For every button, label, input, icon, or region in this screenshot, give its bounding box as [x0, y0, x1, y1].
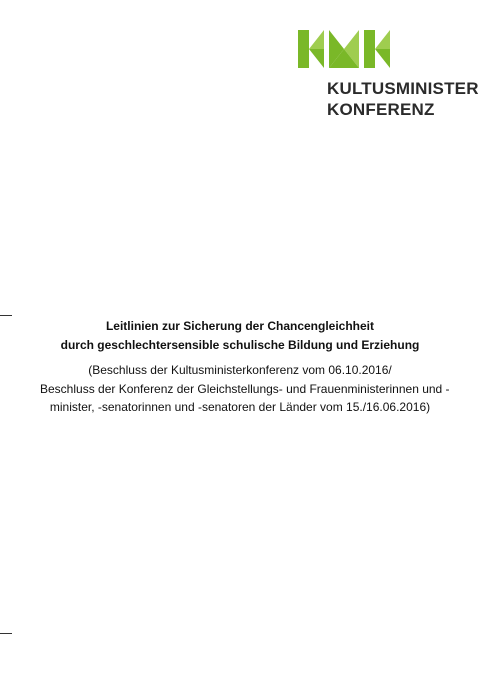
kmk-logo-mark [298, 30, 390, 68]
title-line-2: durch geschlechtersensible schulische Bildung und Erziehung [60, 338, 420, 352]
subtitle-line-2: Beschluss der Konferenz der Gleichstellungs- und Frauenministerinnen und - [40, 381, 450, 396]
title-line-1: Leitlinien zur Sicherung der Chancengleichheit [105, 319, 375, 333]
fold-mark-bottom [0, 633, 12, 634]
kmk-logo-wordmark [327, 78, 479, 120]
logo-line-1: KULTUSMINISTER [327, 79, 479, 98]
document-title [40, 317, 440, 355]
subtitle-line-1: (Beschluss der Kultusministerkonferenz vom 06.10.2016/ [88, 363, 392, 377]
fold-mark-top [0, 315, 12, 316]
subtitle-line-3: minister, -senatorinnen und -senatoren der Länder vom 15./16.06.2016) [49, 400, 431, 414]
document-subtitle [40, 361, 450, 417]
logo-line-2: KONFERENZ [327, 100, 435, 119]
